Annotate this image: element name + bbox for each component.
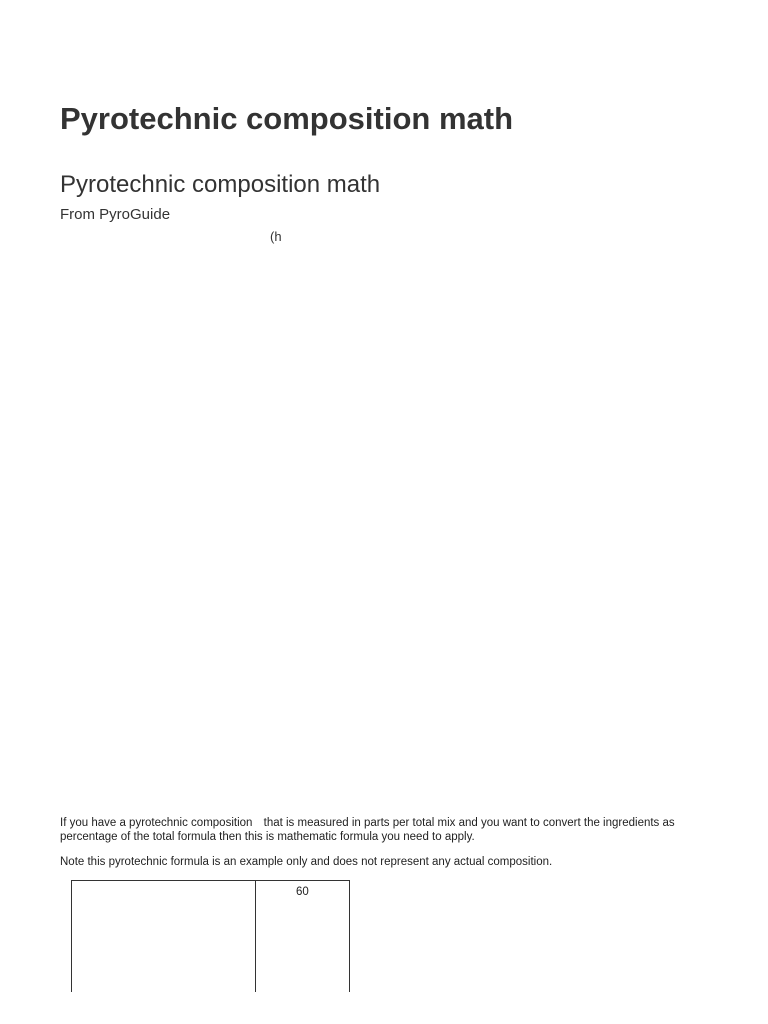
document-title: Pyrotechnic composition math <box>60 101 514 136</box>
intro-paragraph <box>60 816 700 844</box>
page-heading: Pyrotechnic composition math <box>60 171 381 198</box>
note-paragraph: Note this pyrotechnic formula is an example only and does not represent any actual composition. <box>60 856 553 868</box>
source-attribution: From PyroGuide <box>60 206 171 223</box>
intro-text-part2: that is measured in parts per total mix and you want to convert the ingredients as percentage of the total formula then this is mathematic formula you need to apply. <box>60 817 675 843</box>
parts-value: 60 <box>296 886 309 898</box>
ingredient-cell <box>72 881 256 992</box>
formula-table <box>71 880 350 992</box>
parts-cell <box>256 881 349 992</box>
intro-text-part1: If you have a pyrotechnic composition <box>60 817 253 829</box>
source-link-fragment[interactable]: (h <box>270 229 282 244</box>
